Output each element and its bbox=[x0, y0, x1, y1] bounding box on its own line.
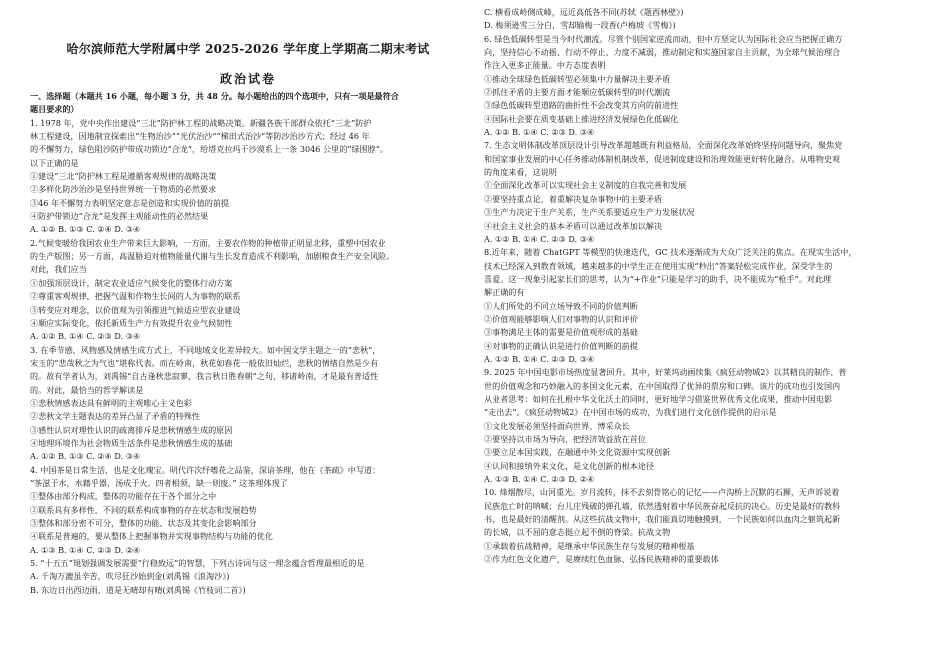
text-line: ①加强顶层设计，制定农业适应气候变化的整体行动方案 bbox=[30, 277, 233, 288]
text-line: ③感性认识对理性认识的疏离排斥是悲秋情感生成的原因 bbox=[30, 424, 233, 435]
text-line: A. ①② B. ①④ C. ②③ D. ③④ bbox=[484, 127, 595, 138]
text-line: 民族危亡时的呐喊；台儿庄残破的弹孔墙，依然透射着中华民族奋起反抗的决心。历史是最好的教科 bbox=[484, 500, 841, 511]
text-line: ②价值观能够影响人们对事物的认识和评价 bbox=[484, 313, 638, 324]
exam-subject: 政治试卷 bbox=[219, 72, 276, 86]
text-line: 世的价值观念和巧妙融入的多国文化元素，在中国取得了优异的票房和口碑。该片的成功也引发国内 bbox=[484, 380, 841, 391]
text-line: 3. 在季节感、风物感及情感生成方式上，不同地域文化差异较大。如中国文学主题之一的“悲秋”， bbox=[30, 344, 381, 355]
text-line: 2.气候变暖给我国农业生产带来巨大影响，一方面，主要农作物的种植带正明显北移，重塑中国农业 bbox=[30, 237, 386, 248]
text-line: ③整体和部分密不可分，整体的功能、状态及其变化会影响部分 bbox=[30, 518, 257, 528]
text-line: 对此，我们应当 bbox=[30, 264, 87, 275]
text-line: 5. “十五五”規划强调发展需要“行稳致远”的智慧，下列古诗词与这一理念蕴含哲理最相近的是 bbox=[30, 558, 365, 569]
text-line: ③要立足本国实践，在融通中外文化资源中实现创新 bbox=[484, 447, 671, 458]
text-line: ①整体由部分构成，整体的功能存在于各个部分之中 bbox=[30, 491, 217, 502]
text-line: A. ①③ B. ①④ C. ②③ D. ②④ bbox=[30, 544, 141, 555]
text-line: ①建设“三北”防护林工程是遵循客观规律的战略决策 bbox=[30, 171, 217, 182]
text-line: 10. 烽烟散尽，山河重光。岁月流转，抹不去刻骨铭心的记忆——卢沟桥上沉默的石狮，无声诉说着 bbox=[484, 487, 840, 498]
text-line: 向，坚持信心不动摇、行动不停止、力度不减弱，推动制定和实施国家自主贡献，为全球气候治理合 bbox=[484, 47, 841, 58]
text-line: A. ①② B. ①③ C. ②④ D. ③④ bbox=[30, 224, 141, 235]
text-line: ①承载着抗战精神，是继承中华民族生存与发展的精神根基 bbox=[484, 540, 695, 551]
text-line: ③绿色低碳转型道路的曲折性不会改变其方向的前进性 bbox=[484, 100, 679, 111]
text-line: ①悲秋情感表达具有鲜明的主观唯心主义色彩 bbox=[30, 397, 192, 408]
text-line: ②联系具有多样性，不同的联系构成事物的存在状态和发展趋势 bbox=[30, 504, 257, 515]
text-line: 以下正确的是 bbox=[30, 157, 79, 168]
right-column bbox=[484, 6, 920, 566]
text-line: 8.近年来，随着 ChatGPT 等模型的快速迭代，GC 技术逐渐成为大众广泛关注的焦点。在现实生活中， bbox=[484, 247, 857, 258]
text-line: ①推动全球绿色低碳转型必须集中力量解决主要矛盾 bbox=[484, 73, 671, 84]
text-line: ②作为红色文化遗产，是赓续红色血脉、弘扬民族精神的重要载体 bbox=[484, 554, 719, 565]
text-line: C. 横看成岭侧成峰，远近高低各不同(苏轼《题西林壁》) bbox=[484, 7, 684, 17]
text-line: A. ①② B. ①④ C. ②③ D. ③④ bbox=[30, 331, 141, 342]
text-line: 的长城，以不屈的意志挺立起不倒的脊梁。抗战文物 bbox=[484, 527, 671, 538]
text-line: ②尊重客观规律，把握气温和作物生长间的人为事物的联系 bbox=[30, 291, 241, 302]
text-line: 的生产版图；另一方面，高温胁迫对植物能量代谢与生长发育造成不利影响，加剧粮食生产安全风险。 bbox=[30, 251, 395, 262]
text-line: ①全面深化改革可以实现社会主义制度的自我完善和发展 bbox=[484, 180, 687, 191]
text-line: 林工程建设，因地制宜探索出“生物治沙”“光伏治沙”“梯田式治沙”等防沙治沙方式；经过 46 年 bbox=[30, 131, 370, 142]
text-line: 题目要求的） bbox=[30, 104, 79, 115]
text-line: 和国家事业发展的中心任务推动体制机制改革，促进制度建设和治理效能更好转化融合。从唯物史观 bbox=[484, 153, 841, 164]
left-column bbox=[30, 90, 466, 597]
text-line: 的不懈努力，绿色阻沙防护带成功锁边“合龙”，给塔克拉玛干沙漠系上一条 3046 公里的“绿围脖”。 bbox=[30, 144, 388, 155]
text-line: 9. 2025 年中国电影市场热度显著回升。其中，好莱坞动画续集《疯狂动物城2》以其精良的制作、普 bbox=[484, 367, 847, 378]
text-line: 作注入更多正能量。中方态度表明 bbox=[484, 60, 606, 71]
text-line: ④联系是普遍的，要从整体上把握事物并实现事物结构与功能的优化 bbox=[30, 531, 273, 542]
text-line: ②要坚持以市场为导向，把经济效益放在首位 bbox=[484, 434, 646, 444]
text-line: ③46 年不懈努力表明坚定意志是创造和实现价值的前提 bbox=[30, 197, 230, 208]
text-line: A. ①② B. ①④ C. ②③ D. ③④ bbox=[484, 353, 595, 364]
text-line: ②悲秋文学主题表达的差异凸显了矛盾的特殊性 bbox=[30, 411, 200, 422]
text-line: A. ①③ B. ①④ C. ②③ D. ②④ bbox=[484, 474, 595, 485]
text-line: B. 东边日出西边雨，道是无晴却有晴(刘禹锡《竹枝词二首》) bbox=[30, 584, 246, 595]
text-line: ④防护带锁边“合龙”是发挥主观能动性的必然结果 bbox=[30, 211, 209, 222]
text-line: ④国际社会要在质变基础上推进经济发展绿色化低碳化 bbox=[484, 113, 679, 124]
text-line: 1. 1978 年，党中央作出建设“三北”防护林工程的战略决策。新疆各族干部群众依托“三北”防护 bbox=[30, 117, 372, 128]
text-line: ②要坚持重点论，着重解决复杂事物中的主要矛盾 bbox=[484, 193, 663, 204]
text-line: ④顺应实际变化，依托新质生产力有效提升农业气候韧性 bbox=[30, 317, 233, 328]
text-line: ②抓住矛盾的主要方面才能顺应低碳转型的时代潮流 bbox=[484, 87, 671, 98]
text-line: 的。对此，最恰当的哲学解读是 bbox=[30, 384, 144, 395]
text-line: ④认同和接纳外来文化，是文化创新的根本途径 bbox=[484, 460, 654, 471]
text-line: 的角度来看，这说明 bbox=[484, 167, 557, 178]
text-line: ③转变应对理念，以价值观为引领推进气候适应型农业建设 bbox=[30, 304, 241, 315]
text-line: 书，也是最好的清醒剂。从这些抗战文物中，我们能真切地触摸到，一个民族如何以血肉之躯筑起新 bbox=[484, 514, 841, 525]
text-line: 解正确的有 bbox=[484, 287, 525, 298]
text-line: ①文化发展必须坚持面向世界、博采众长 bbox=[484, 420, 630, 431]
text-line: A. 千淘万漉虽辛苦，吹尽狂沙始到金(刘禹锡《浪淘沙》) bbox=[30, 571, 230, 582]
text-line: 7. 生态文明体制改革顶层设计引导改革超越既有利益格局，全面深化改革始终坚持问题导向，聚焦党 bbox=[484, 140, 843, 151]
text-line: 4. 中国茶是日常生活，也是文化瑰宝。明代许次纾嗜花之品鉴，深谙茶理，他在《茶疏》中写道： bbox=[30, 464, 381, 475]
text-line: ④社会主义社会的基本矛盾可以通过改革加以解决 bbox=[484, 220, 663, 231]
text-line: 技术已经深入到教育领域，越来越多的中学生正在使用实现“秒出”答案轻松完成作业，深受学生的 bbox=[484, 260, 833, 271]
text-line: “走出去”。《疯狂动物城2》在中国市场的成功，为我们进行文化创作提供的启示是 bbox=[484, 407, 777, 418]
text-line: 喜爱。这一现象引起家长们的思考，认为“+作业”只能是学习的助手，决不能成为“枪手”。对此理 bbox=[484, 273, 832, 284]
text-line: ②多样化防沙治沙是坚持世界统一于物质的必然要求 bbox=[30, 184, 217, 195]
text-line: A. ①② B. ①③ C. ②④ D. ③④ bbox=[30, 451, 141, 462]
exam-title: 哈尔滨师范大学附属中学 2025-2026 学年度上学期高二期末考试 bbox=[66, 42, 430, 56]
text-line: A. ①② B. ①④ C. ②③ D. ③④ bbox=[484, 233, 595, 244]
text-line: 6. 绿色低碳转型是当今时代潮流。尽管个别国家逆流而动，但中方坚定认为国际社会应当把握正确方 bbox=[484, 33, 843, 44]
text-line: 宋玉的“悲哉秋之为气也”堪称代表。而在岭南，秋花如春花一般依旧灿烂，悲秋的情绪自然是少有 bbox=[30, 357, 379, 368]
text-line: ④对事物的正确认识是进行价值判断的前提 bbox=[484, 340, 638, 351]
text-line: 从业者思考：如何在扎根中华文化沃土的同时，更好地学习借鉴世界优秀文化成果，推动中国电影 bbox=[484, 393, 833, 404]
text-line: ③生产力决定于生产关系，生产关系要适应生产力发展状况 bbox=[484, 207, 695, 218]
text-line: ①人们所处的不同立场导致不同的价值判断 bbox=[484, 300, 638, 311]
text-line: ③事物满足主体的需要是价值观形成的基础 bbox=[484, 327, 638, 338]
text-line: D. 梅须逊雪三分白，雪却输梅一段香(卢梅坡《雪梅》) bbox=[484, 20, 676, 31]
text-line: 一、选择题（本题共 16 小题，每小题 3 分，共 48 分。每小题给出的四个选项中，只有一项是最符合 bbox=[30, 91, 399, 101]
text-line: 的。故有学者认为，刘禹锡“自古逢秋悲寂寥，我言秋日胜春朝”之句，移诸岭南，才是最有普适性 bbox=[30, 371, 379, 382]
text-line: “茶滋于水，水藉乎器，汤成于火。四者相须，缺一则废。” 这茶理体现了 bbox=[30, 477, 288, 488]
text-line: ④地理环境作为社会物质生活条件是悲秋情感生成的基础 bbox=[30, 437, 233, 448]
